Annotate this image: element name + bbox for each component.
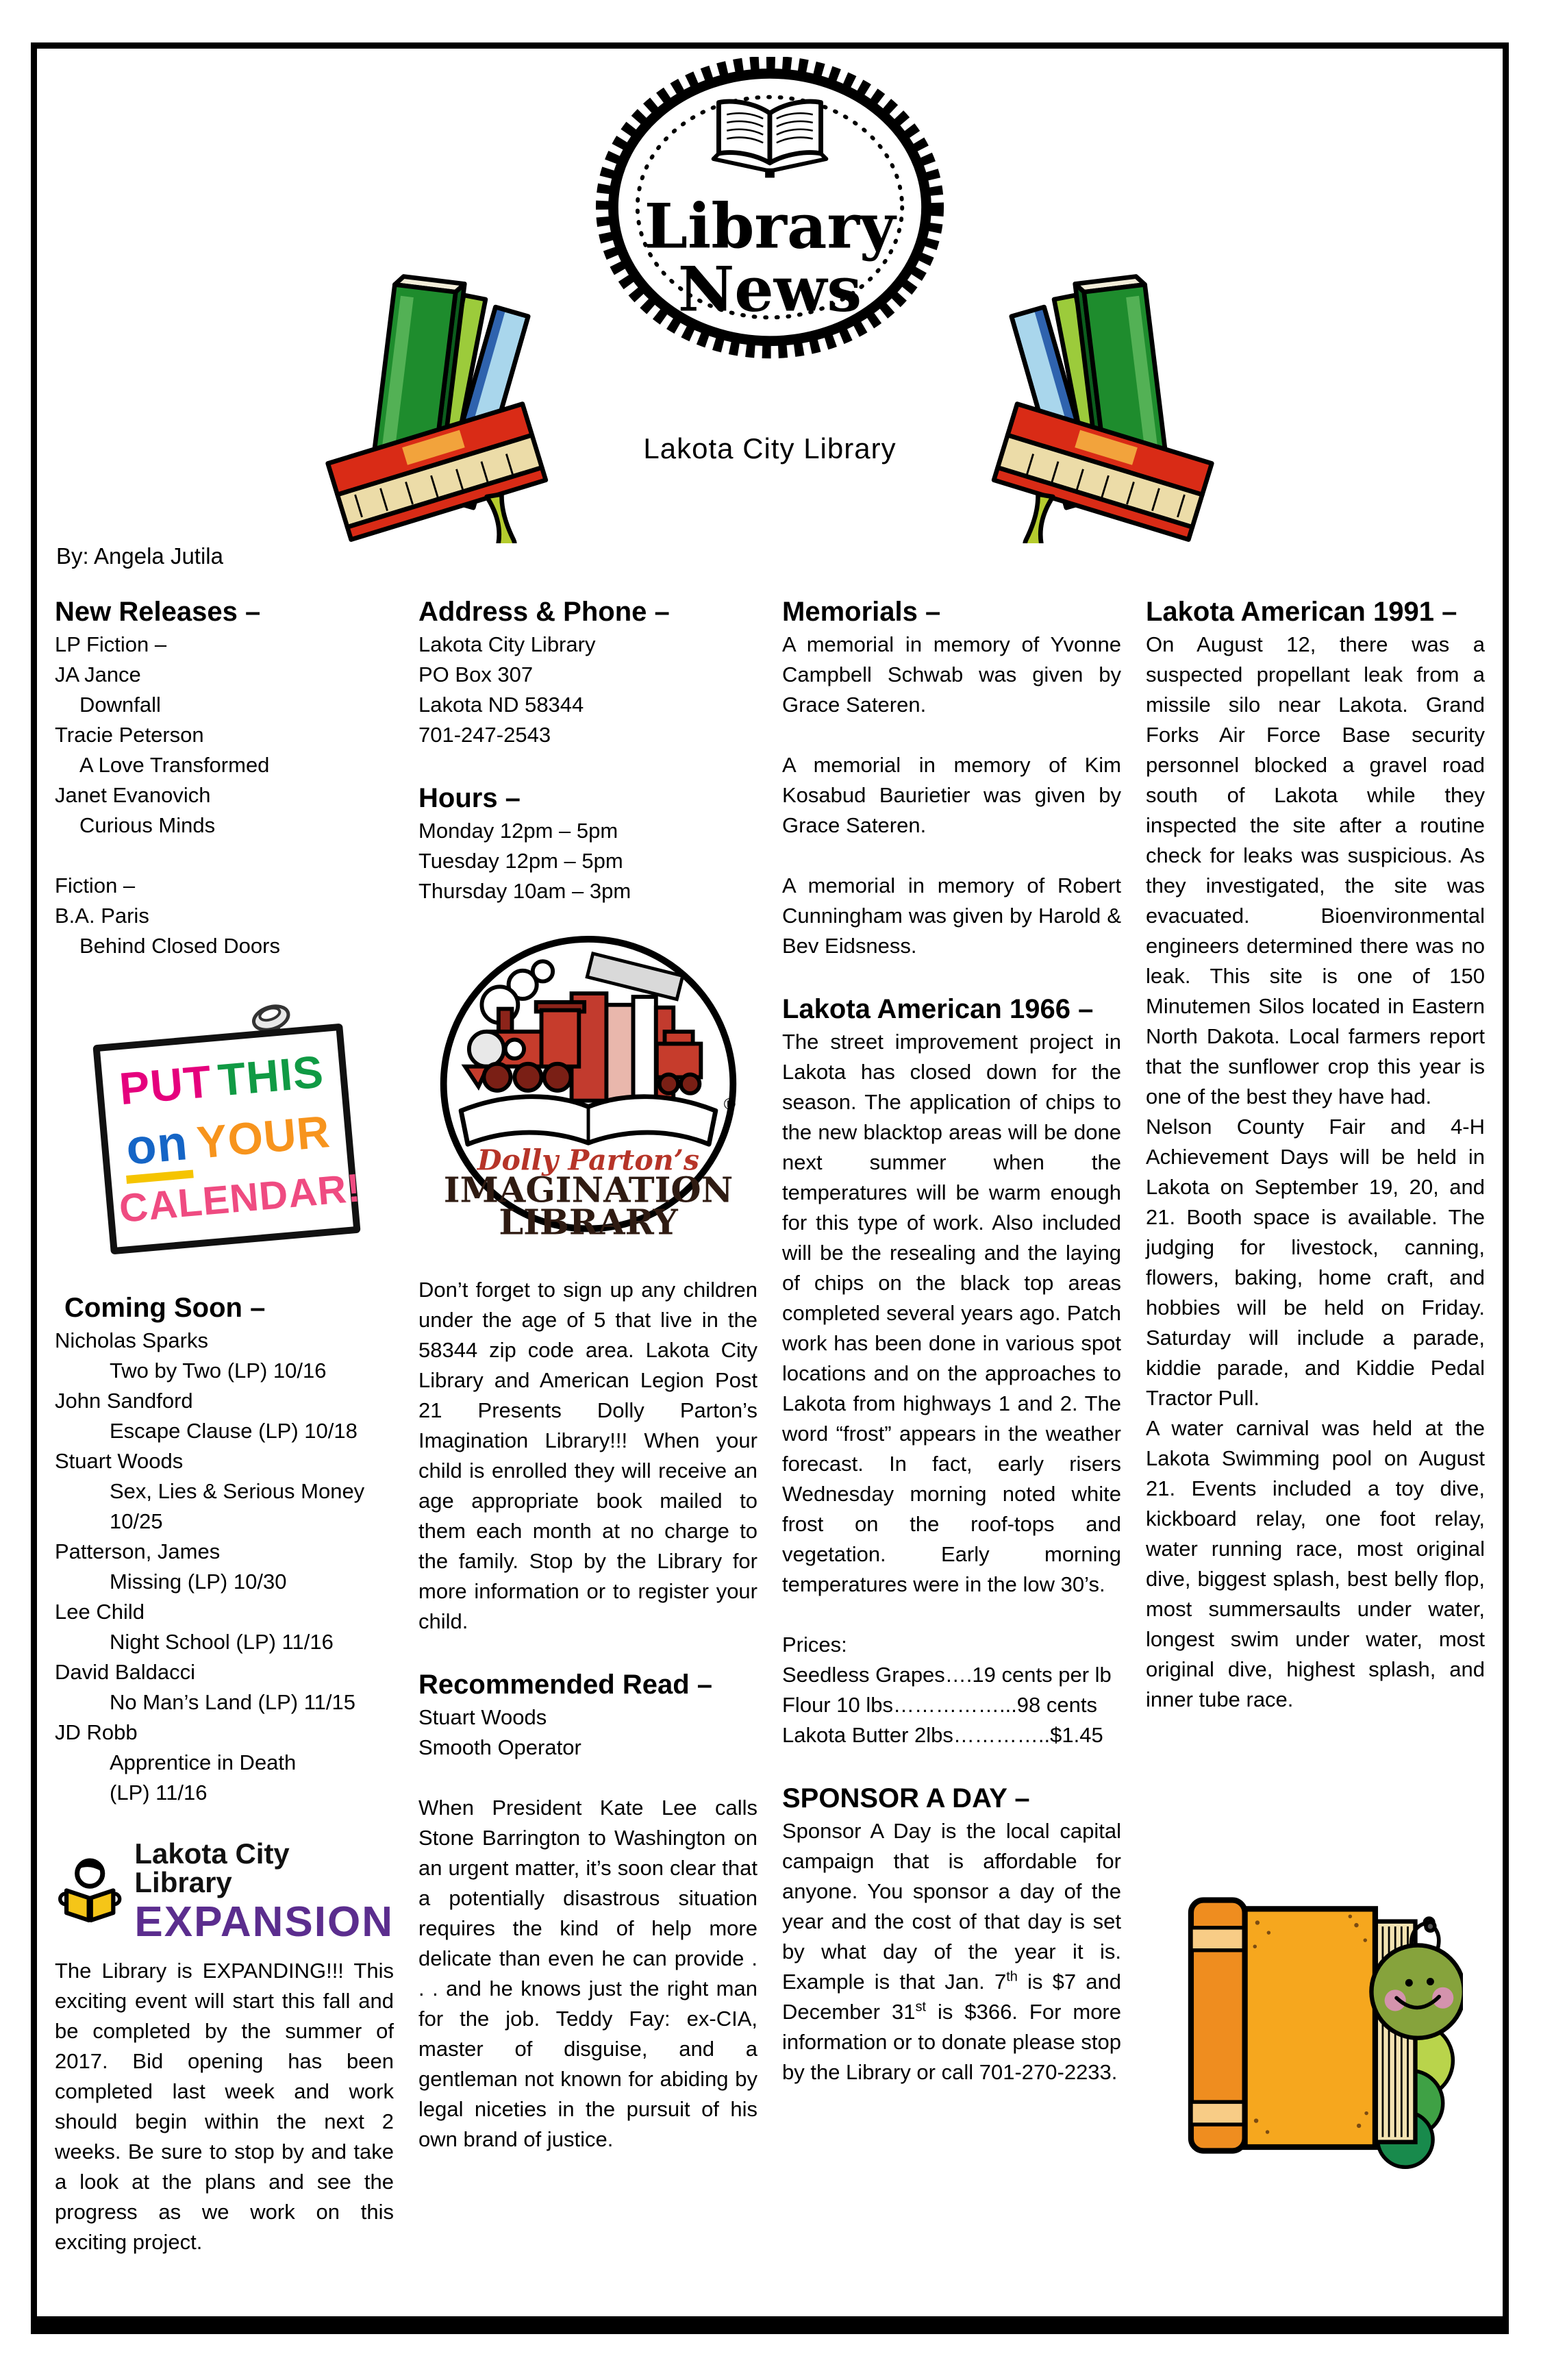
calendar-word-this: THIS [215, 1045, 326, 1106]
expansion-logo-text [134, 1839, 394, 1944]
ordinal-suffix: th [1006, 1969, 1018, 1985]
book-title: Downfall [79, 693, 161, 717]
book-title: Behind Closed Doors [79, 934, 280, 958]
library-news-badge-icon [595, 57, 944, 362]
badge-title-line2: News [677, 253, 862, 326]
column-1 [55, 594, 394, 2257]
calendar-sign-board [92, 1024, 363, 1255]
memorial-paragraph: A memorial in memory of Kim Kosabud Baurietier was given by Grace Sateren. [782, 753, 1121, 837]
price-line: Seedless Grapes….19 cents per lb [782, 1663, 1112, 1687]
sponsor-text-part: is $366. For more information or to donate please stop by the Library or call 701-270-2233. [782, 2000, 1121, 2084]
expansion-logo [55, 1839, 394, 1944]
new-release-item [55, 780, 394, 841]
coming-soon-item [55, 1718, 394, 1808]
author: Patterson, James [55, 1539, 221, 1563]
bookworm-icon [1168, 1872, 1463, 2186]
book-title: No Man’s Land (LP) 11/15 [110, 1690, 356, 1714]
imagination-library-logo [418, 930, 757, 1257]
author: B.A. Paris [55, 904, 149, 928]
lakota-american-1966-heading: Lakota American 1966 – [782, 994, 1094, 1024]
column-3 [782, 594, 1121, 2257]
author: Tracie Peterson [55, 723, 204, 747]
recommended-read-heading: Recommended Read – [418, 1670, 713, 1700]
author: Janet Evanovich [55, 783, 211, 807]
book-title: A Love Transformed [79, 753, 270, 777]
price-line: Lakota Butter 2lbs…………..$1.45 [782, 1723, 1103, 1747]
recommended-paragraph: When President Kate Lee calls Stone Barrington to Washington on an urgent matter, it’s soon clear that a potentially disastrous situation requires the kind of help more delicate than even he can provide . . . and he knows just the right man for the job. Teddy Fay: ex-CIA, master of disguise, and a gentleman not known for abiding by legal niceties in the pursuit of his own brand of justice. [418, 1796, 757, 2151]
coming-soon-heading: Coming Soon – [64, 1293, 266, 1323]
author: Nicholas Sparks [55, 1328, 208, 1352]
column-4 [1146, 594, 1485, 2257]
lp-fiction-label: LP Fiction – [55, 632, 167, 656]
calendar-word-calendar: CALENDAR! [116, 1165, 363, 1231]
lakota-american-1991-heading: Lakota American 1991 – [1146, 597, 1457, 627]
coming-soon-item [55, 1446, 394, 1537]
author: David Baldacci [55, 1660, 196, 1684]
imagination-paragraph: Don’t forget to sign up any children under the age of 5 that live in the 58344 zip code area. Lakota City Library and American Legion Post 21 Presents Dolly Parton’s Imagination Library!!! When your child is enrolled they will receive an age appropriate book mailed to them each month at no charge to the family. Stop by the Library for more information or to register your child. [418, 1278, 757, 1633]
coming-soon-item [55, 1537, 394, 1597]
address-line: Lakota ND 58344 [418, 693, 584, 717]
books-stack-left-icon [314, 269, 622, 543]
sponsor-text-part: Sponsor A Day is the local capital campaign that is affordable for anyone. You sponsor a day of the year and the cost of that day is set by what day of the year it is. Example is that Jan. 7 [782, 1819, 1121, 1994]
calendar-word-your: YOUR [195, 1105, 332, 1168]
imagination-library-logo-icon [434, 930, 742, 1249]
author: Stuart Woods [55, 1449, 184, 1473]
expansion-paragraph: The Library is EXPANDING!!! This exciting event will start this fall and be completed by the summer of 2017. Bid opening has been completed last week and work should begin within the next 2 weeks. Be sure to stop by and take a look at the plans and see the progress as we work on this exciting project. [55, 1959, 394, 2254]
book-title: Apprentice in Death [110, 1750, 297, 1774]
expansion-logo-line2: EXPANSION [134, 1898, 394, 1946]
new-release-item [55, 660, 394, 720]
imagination-line2-text: LIBRARY [498, 1201, 678, 1243]
sponsor-text-part: is $7 and December 31 [782, 1970, 1121, 2024]
newsletter-subtitle: Lakota City Library [643, 432, 897, 464]
masthead [55, 57, 1485, 536]
hours-line: Tuesday 12pm – 5pm [418, 849, 623, 873]
imagination-script-text: Dolly Parton’s [477, 1143, 699, 1177]
coming-soon-item [55, 1326, 394, 1386]
calendar-word-on: on [121, 1115, 193, 1184]
book-title: Missing (LP) 10/30 [110, 1570, 287, 1594]
book-title-cont: 10/25 [110, 1509, 163, 1533]
put-this-on-your-calendar-sign [95, 1005, 363, 1279]
registered-mark: ® [723, 1095, 736, 1113]
imagination-line1-text: IMAGINATION [443, 1169, 733, 1211]
author: JA Jance [55, 662, 141, 686]
book-title-cont: (LP) 11/16 [110, 1781, 208, 1805]
column-2 [418, 594, 757, 2257]
lakota-american-1966-paragraph: The street improvement project in Lakota has closed down for the season. The application of chips to the new blacktop areas will be done next summer when the temperatures will be warm enough for this type of work. Also included will be the resealing and the laying of chips on the black top areas completed several years ago. Patch work has been done in various spot locations and on the approaches to Lakota from highways 1 and 2. The word “frost” appears in the weather forecast. In fact, early risers Wednesday morning noted white frost on the roof-tops and vegetation. Early morning temperatures were in the low 30’s. [782, 1030, 1121, 1596]
columns [55, 594, 1485, 2257]
price-line: Flour 10 lbs……………...98 cents [782, 1693, 1097, 1717]
book-title: Night School (LP) 11/16 [110, 1630, 334, 1654]
address-line: Lakota City Library [418, 632, 596, 656]
reader-icon [55, 1848, 125, 1935]
prices-label: Prices: [782, 1633, 847, 1657]
book-title: Two by Two (LP) 10/16 [110, 1359, 327, 1383]
fiction-label: Fiction – [55, 873, 136, 897]
memorial-paragraph: A memorial in memory of Robert Cunningham was given by Harold & Bev Eidsness. [782, 873, 1121, 958]
lakota-american-1991-paragraph1: On August 12, there was a suspected propellant leak from a missile silo near Lakota. Grand Forks Air Force Base security personnel blocked a gravel road south of Lakota while they inspected the site after a routine check for leaks was suspicious. As they investigated, the site was evacuated. Bioenvironmental engineers determined there was no leak. This site is one of 150 Minutemen Silos located in Eastern North Dakota. Local farmers report that the sunflower crop this year is one of the best they have had. [1146, 632, 1485, 1108]
badge-title-line1: Library [644, 190, 896, 263]
sponsor-a-day-heading: SPONSOR A DAY – [782, 1783, 1030, 1813]
address-line: PO Box 307 [418, 662, 534, 686]
ordinal-suffix: st [915, 1999, 927, 2015]
coming-soon-item [55, 1657, 394, 1718]
author: JD Robb [55, 1720, 138, 1744]
calendar-word-put: PUT [116, 1055, 214, 1115]
newsletter-page [31, 42, 1509, 2334]
new-release-item [55, 720, 394, 780]
hours-heading: Hours – [418, 783, 521, 813]
lakota-american-1991-paragraph2: Nelson County Fair and 4-H Achievement Days will be held in Lakota on September 19, 20, and 21. Booth space is available. The judging for livestock, canning, flowers, baking, home craft, and hobbies will be held on Friday. Saturday will include a parade, kiddie parade, and Kiddie Pedal Tractor Pull. [1146, 1115, 1485, 1410]
coming-soon-item [55, 1386, 394, 1446]
book-title: Curious Minds [79, 813, 216, 837]
memorial-paragraph: A memorial in memory of Yvonne Campbell Schwab was given by Grace Sateren. [782, 632, 1121, 717]
author: Lee Child [55, 1600, 145, 1624]
book-title: Sex, Lies & Serious Money [110, 1479, 365, 1503]
recommended-author: Stuart Woods [418, 1705, 547, 1729]
recommended-title: Smooth Operator [418, 1735, 581, 1759]
hours-line: Thursday 10am – 3pm [418, 879, 631, 903]
book-title: Escape Clause (LP) 10/18 [110, 1419, 358, 1443]
byline: By: Angela Jutila [56, 543, 223, 569]
memorials-heading: Memorials – [782, 597, 941, 627]
lakota-american-1991-paragraph3: A water carnival was held at the Lakota Swimming pool on August 21. Events included a toy dive, kickboard relay, one foot relay, water running race, most original dive, biggest splash, best belly flop, most summersaults under water, longest swim under water, most original dive, highest splash, and inner tube race. [1146, 1416, 1485, 1711]
bookworm-clipart [1146, 1872, 1485, 2194]
address-phone-heading: Address & Phone – [418, 597, 670, 627]
phone-number: 701-247-2543 [418, 723, 551, 747]
new-releases-heading: New Releases – [55, 597, 261, 627]
books-stack-right-icon [918, 269, 1226, 543]
expansion-logo-line1: Lakota City Library [134, 1837, 290, 1898]
sponsor-a-day-paragraph [782, 1816, 1121, 2087]
coming-soon-item [55, 1597, 394, 1657]
hours-line: Monday 12pm – 5pm [418, 819, 618, 843]
author: John Sandford [55, 1389, 193, 1413]
